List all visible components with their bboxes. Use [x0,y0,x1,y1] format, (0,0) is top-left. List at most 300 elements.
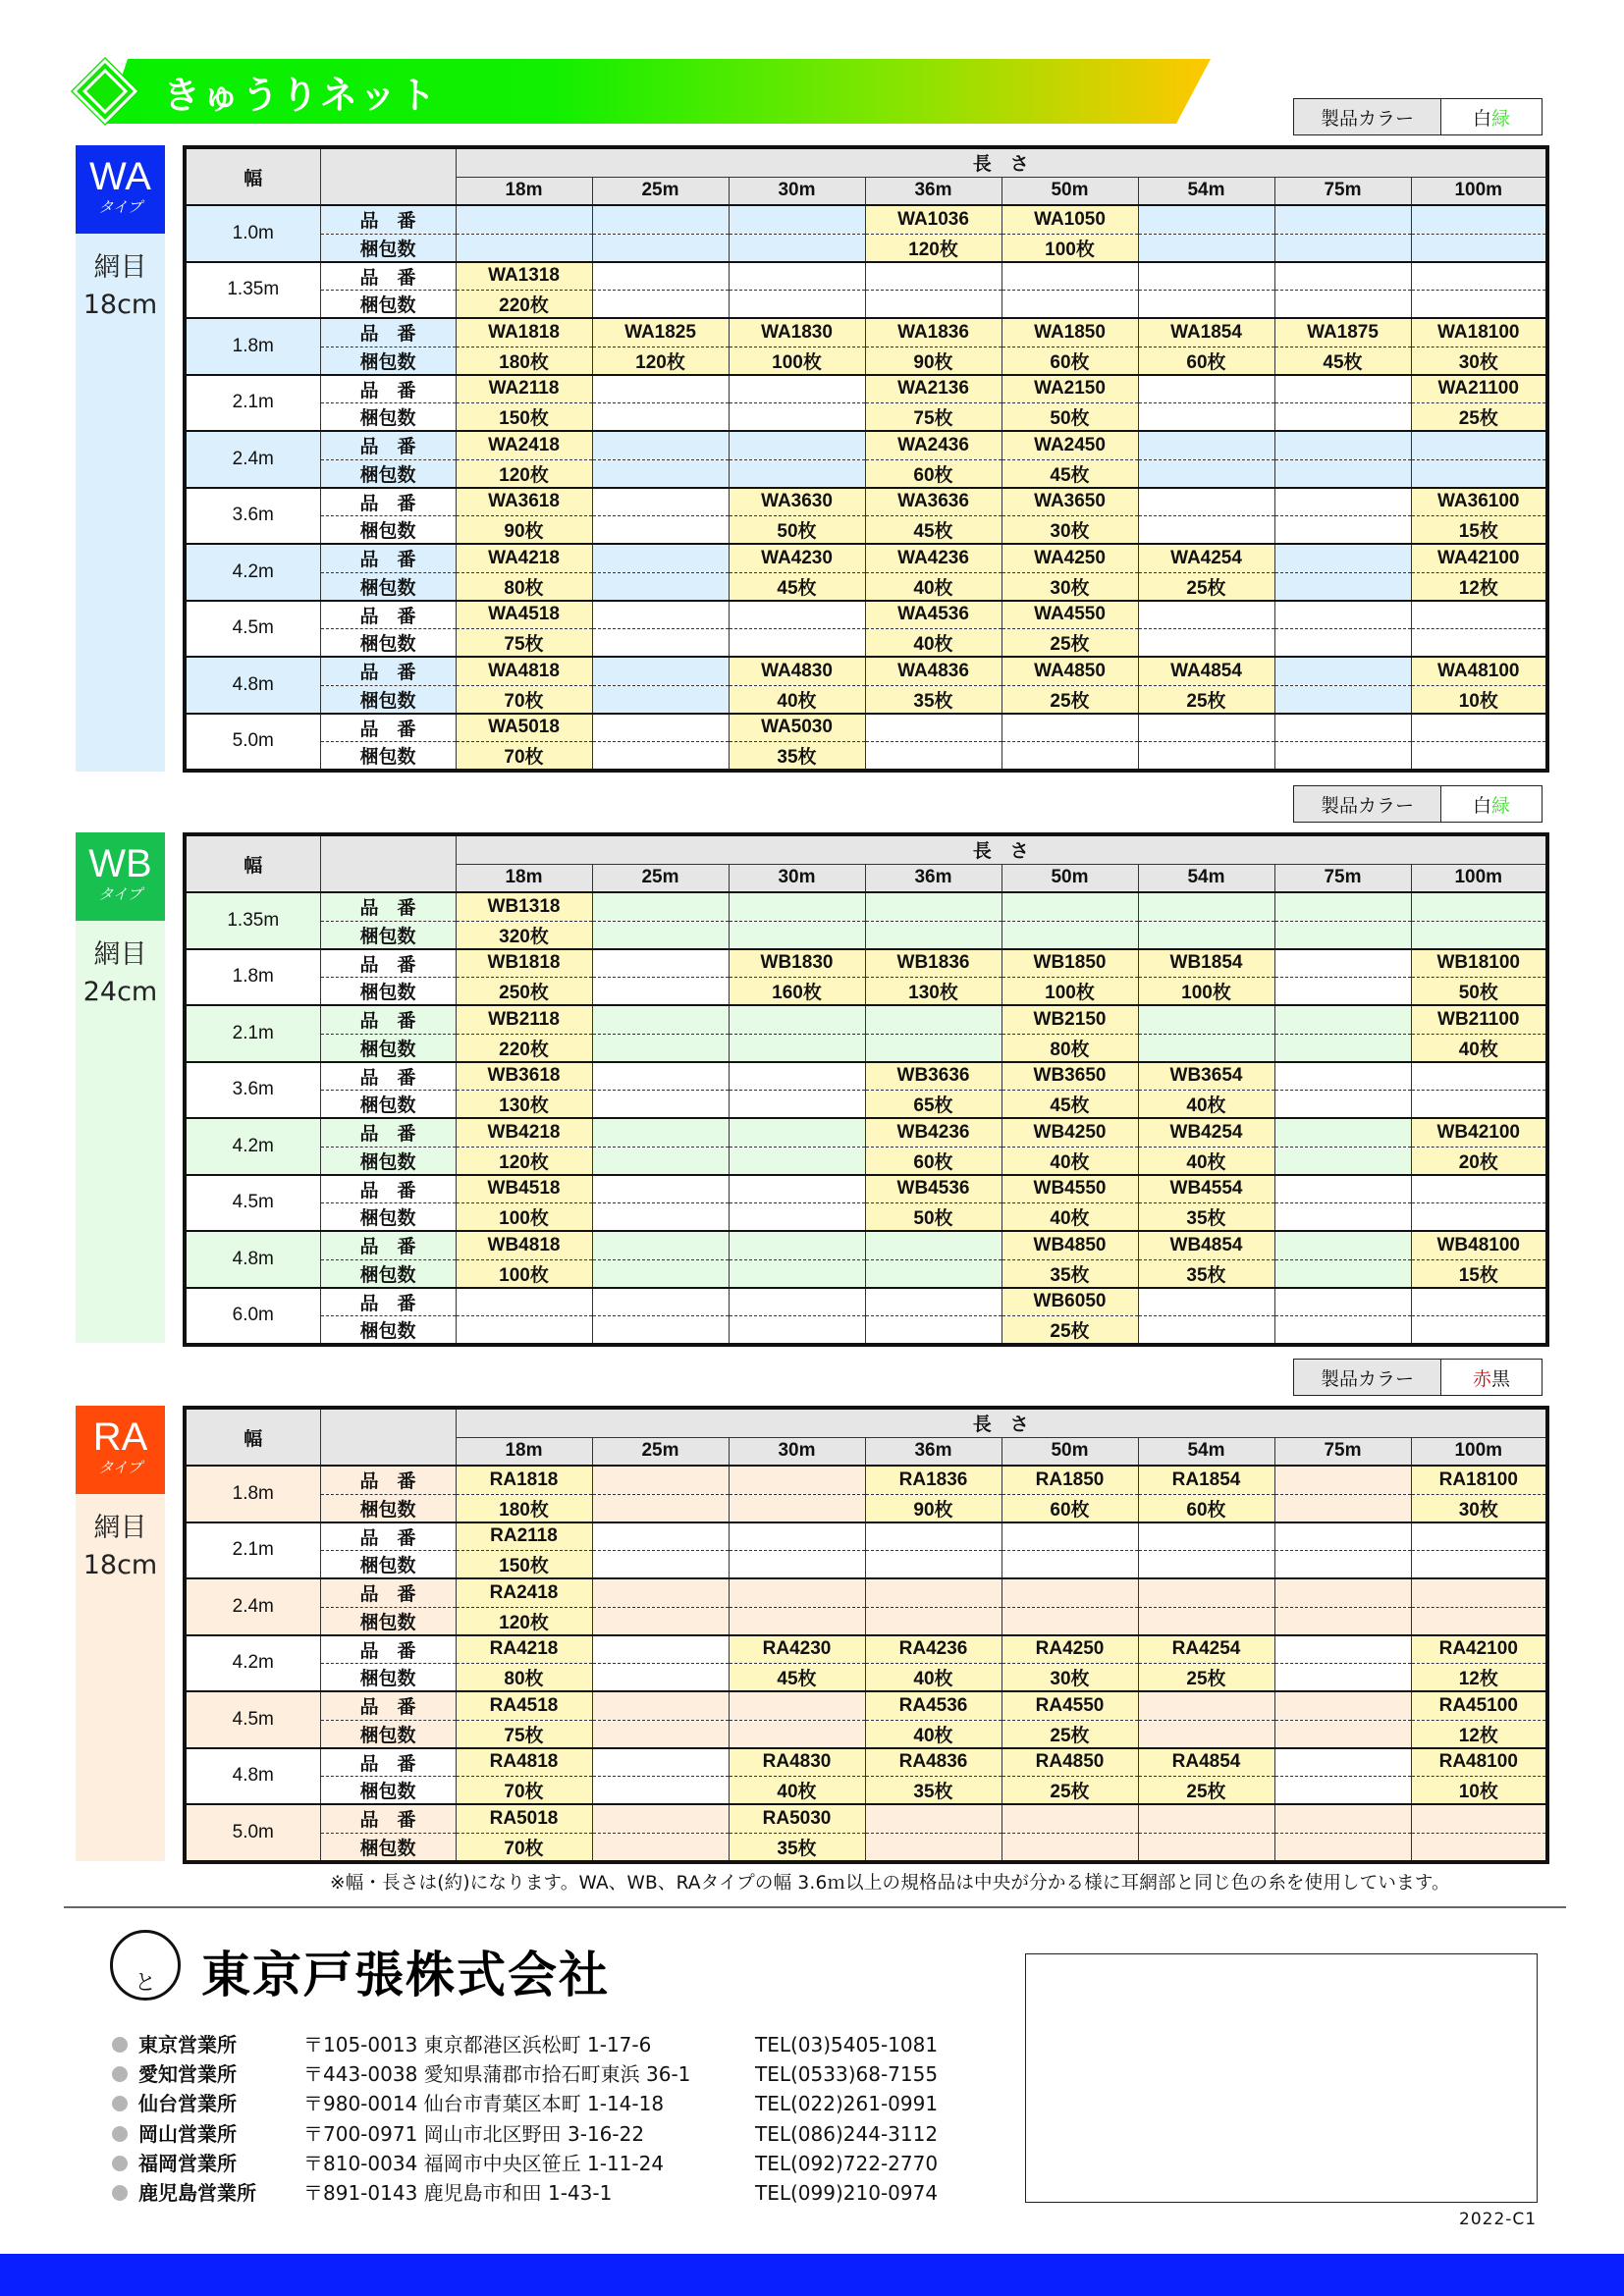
pack-quantity-cell: 45枚 [865,516,1001,545]
part-number-cell: WA4550 [1001,601,1138,629]
pack-quantity-cell [1274,742,1411,772]
pack-quantity-cell: 45枚 [1001,459,1138,488]
part-number-cell: WA4854 [1138,657,1274,685]
part-no-label: 品 番 [320,892,456,921]
part-number-cell [1411,1288,1547,1316]
pack-qty-label: 梱包数 [320,291,456,319]
part-number-cell [865,1522,1001,1551]
pack-qty-label: 梱包数 [320,1833,456,1862]
part-number-cell: WB4818 [456,1231,592,1259]
part-number-cell [729,601,865,629]
pack-quantity-cell [729,234,865,262]
part-number-cell [1274,1118,1411,1147]
part-number-cell [1411,601,1547,629]
table-row-part-no [185,1118,1547,1147]
pack-qty-label: 梱包数 [320,1091,456,1119]
part-number-cell: WA2418 [456,431,592,459]
part-number-cell: RA5030 [729,1804,865,1833]
part-number-cell: WA2450 [1001,431,1138,459]
pack-quantity-cell: 60枚 [865,1147,1001,1175]
type-label: タイプ [98,1459,142,1476]
pack-quantity-cell [1001,291,1138,319]
pack-quantity-cell [1274,572,1411,601]
width-cell: 6.0m [185,1288,320,1346]
part-number-cell: WA1850 [1001,318,1138,347]
pack-quantity-cell [865,1316,1001,1346]
pack-quantity-cell [1001,921,1138,949]
table-row-part-no [185,657,1547,685]
part-number-cell [865,892,1001,921]
part-number-cell: WA4830 [729,657,865,685]
office-address: 〒810-0034 福岡市中央区笹丘 1-11-24 [303,2151,665,2175]
pack-quantity-cell: 45枚 [1001,1091,1138,1119]
dealer-stamp-box [1025,1953,1538,2203]
length-column-header: 36m [865,177,1001,205]
pack-qty-label: 梱包数 [320,629,456,658]
mesh-label: 網目 [93,1513,147,1543]
color-name-secondary: 緑 [1491,107,1511,130]
pack-quantity-cell [1411,1203,1547,1232]
pack-quantity-cell: 30枚 [1411,1494,1547,1522]
part-number-cell: WA4536 [865,601,1001,629]
pack-qty-label: 梱包数 [320,1494,456,1522]
bullet-icon [112,2156,128,2171]
pack-quantity-cell [592,459,729,488]
pack-qty-label: 梱包数 [320,234,456,262]
pack-quantity-cell: 90枚 [865,347,1001,375]
table-row-pack-qty [185,1147,1547,1175]
length-column-header: 18m [456,1437,592,1466]
pack-quantity-cell: 120枚 [456,459,592,488]
width-cell: 2.1m [185,1522,320,1579]
product-color-value [1441,99,1542,134]
pack-quantity-cell: 35枚 [865,685,1001,714]
bottom-bar [0,2254,1624,2296]
part-number-cell [729,1691,865,1720]
bullet-icon [112,2185,128,2201]
part-number-cell [592,1804,729,1833]
part-number-cell [456,205,592,234]
pack-quantity-cell: 100枚 [1001,978,1138,1006]
mesh-info [76,1494,165,1584]
pack-qty-label: 梱包数 [320,459,456,488]
pack-quantity-cell [1138,742,1274,772]
pack-quantity-cell [592,1147,729,1175]
table-row-pack-qty [185,1607,1547,1635]
table-row-pack-qty [185,1034,1547,1062]
part-number-cell: WA4236 [865,544,1001,572]
pack-quantity-cell [865,1833,1001,1862]
pack-quantity-cell [729,1091,865,1119]
part-number-cell [1274,1175,1411,1203]
table-row-part-no [185,488,1547,516]
pack-quantity-cell: 25枚 [1138,685,1274,714]
part-number-cell [592,1578,729,1607]
pack-quantity-cell [1274,291,1411,319]
part-no-label: 品 番 [320,1288,456,1316]
part-number-cell [729,375,865,403]
pack-quantity-cell [592,516,729,545]
width-cell: 1.0m [185,205,320,262]
table-row-part-no [185,1288,1547,1316]
pack-quantity-cell: 45枚 [729,1664,865,1692]
pack-quantity-cell: 120枚 [456,1607,592,1635]
pack-quantity-cell: 130枚 [865,978,1001,1006]
pack-quantity-cell [1411,234,1547,262]
part-number-cell: RA2418 [456,1578,592,1607]
width-cell: 4.2m [185,1118,320,1175]
part-number-cell [1138,205,1274,234]
part-number-cell [592,949,729,978]
pack-quantity-cell: 60枚 [865,459,1001,488]
part-number-cell: WB1850 [1001,949,1138,978]
pack-quantity-cell [1411,629,1547,658]
pack-quantity-cell [1274,516,1411,545]
pack-quantity-cell [865,1034,1001,1062]
part-number-cell [1138,1691,1274,1720]
length-header: 長 さ [456,1408,1547,1437]
part-number-cell [592,1062,729,1091]
pack-quantity-cell: 45枚 [1274,347,1411,375]
pack-quantity-cell: 10枚 [1411,1777,1547,1805]
width-cell: 1.8m [185,318,320,375]
table-row-pack-qty [185,234,1547,262]
width-cell: 4.8m [185,1231,320,1288]
pack-quantity-cell: 35枚 [1138,1203,1274,1232]
pack-quantity-cell: 30枚 [1001,572,1138,601]
part-number-cell: WB42100 [1411,1118,1547,1147]
pack-quantity-cell: 30枚 [1411,347,1547,375]
part-number-cell [729,1062,865,1091]
pack-qty-label: 梱包数 [320,1316,456,1346]
width-cell: 1.8m [185,1466,320,1522]
part-number-cell [1138,1578,1274,1607]
part-number-cell: WA3636 [865,488,1001,516]
width-cell: 1.8m [185,949,320,1006]
part-number-cell [1411,892,1547,921]
part-number-cell: WB4254 [1138,1118,1274,1147]
part-number-cell: WB2150 [1001,1005,1138,1034]
pack-quantity-cell: 80枚 [456,1664,592,1692]
part-number-cell: WA36100 [1411,488,1547,516]
table-row-part-no [185,544,1547,572]
pack-quantity-cell: 50枚 [1001,403,1138,432]
pack-quantity-cell [592,1091,729,1119]
pack-quantity-cell [1274,1551,1411,1579]
header-row [185,147,1547,177]
width-cell: 1.35m [185,892,320,949]
part-number-cell [592,1522,729,1551]
pack-quantity-cell [1411,459,1547,488]
office-tel: TEL(0533)68-7155 [755,2062,939,2087]
pack-qty-label: 梱包数 [320,1720,456,1748]
office-row [112,2030,991,2059]
part-number-cell: WA48100 [1411,657,1547,685]
length-column-header: 25m [592,177,729,205]
type-side-panel-wb [76,832,165,1343]
mesh-info [76,921,165,1011]
pack-quantity-cell: 40枚 [729,1777,865,1805]
part-number-cell: WA42100 [1411,544,1547,572]
part-no-label: 品 番 [320,375,456,403]
pack-quantity-cell: 180枚 [456,1494,592,1522]
length-column-header: 36m [865,1437,1001,1466]
office-name: 仙台営業所 [138,2092,237,2116]
width-cell: 4.8m [185,1748,320,1805]
part-number-cell [592,262,729,291]
part-number-cell [865,1804,1001,1833]
pack-quantity-cell [1274,978,1411,1006]
part-number-cell: RA1850 [1001,1466,1138,1494]
pack-quantity-cell [1411,291,1547,319]
table-row-part-no [185,1578,1547,1607]
pack-quantity-cell [592,1203,729,1232]
table-row-part-no [185,1748,1547,1777]
pack-quantity-cell: 60枚 [1001,347,1138,375]
table-row-part-no [185,949,1547,978]
part-number-cell: WB4250 [1001,1118,1138,1147]
header-row [185,1408,1547,1437]
pack-quantity-cell: 35枚 [1001,1259,1138,1288]
pack-quantity-cell: 250枚 [456,978,592,1006]
part-number-cell: WB4854 [1138,1231,1274,1259]
pack-quantity-cell [1274,459,1411,488]
part-number-cell [1001,1522,1138,1551]
pack-quantity-cell: 40枚 [865,1664,1001,1692]
pack-quantity-cell [1274,1494,1411,1522]
pack-quantity-cell [592,1720,729,1748]
part-number-cell [1411,1578,1547,1607]
pack-quantity-cell: 160枚 [729,978,865,1006]
spec-table-wb [183,832,1549,1347]
pack-quantity-cell: 35枚 [1138,1259,1274,1288]
table-row-pack-qty [185,742,1547,772]
part-number-cell [1138,1522,1274,1551]
pack-quantity-cell [1138,1607,1274,1635]
part-number-cell [1274,949,1411,978]
pack-quantity-cell: 65枚 [865,1091,1001,1119]
part-number-cell: WB1836 [865,949,1001,978]
pack-qty-label: 梱包数 [320,1203,456,1232]
pack-qty-label: 梱包数 [320,1034,456,1062]
part-number-cell: WA1830 [729,318,865,347]
part-number-cell [1274,1522,1411,1551]
pack-quantity-cell: 320枚 [456,921,592,949]
width-cell: 3.6m [185,1062,320,1119]
part-number-cell [865,1231,1001,1259]
part-number-cell [1138,1804,1274,1833]
part-number-cell: RA1818 [456,1466,592,1494]
table-row-pack-qty [185,1833,1547,1862]
pack-quantity-cell: 150枚 [456,1551,592,1579]
part-number-cell [592,1466,729,1494]
part-number-cell: WA4250 [1001,544,1138,572]
part-number-cell [729,205,865,234]
table-row-part-no [185,892,1547,921]
pack-quantity-cell [592,742,729,772]
width-cell: 4.2m [185,544,320,601]
pack-quantity-cell [729,459,865,488]
office-tel: TEL(099)210-0974 [755,2180,939,2205]
pack-quantity-cell [1274,1316,1411,1346]
pack-quantity-cell [1274,1091,1411,1119]
part-number-cell [1138,714,1274,742]
office-name: 福岡営業所 [138,2151,237,2175]
pack-quantity-cell: 60枚 [1001,1494,1138,1522]
pack-quantity-cell: 30枚 [1001,516,1138,545]
length-column-header: 75m [1274,177,1411,205]
part-no-label: 品 番 [320,949,456,978]
part-number-cell [1274,1691,1411,1720]
part-number-cell: RA1854 [1138,1466,1274,1494]
pack-qty-label: 梱包数 [320,978,456,1006]
part-number-cell [1138,431,1274,459]
pack-qty-label: 梱包数 [320,742,456,772]
logo-char: と [135,1971,157,1996]
part-number-cell: WB1830 [729,949,865,978]
pack-quantity-cell: 130枚 [456,1091,592,1119]
part-number-cell: RA4218 [456,1635,592,1664]
table-row-pack-qty [185,1551,1547,1579]
office-tel: TEL(03)5405-1081 [755,2033,939,2056]
part-number-cell [1411,1522,1547,1551]
table-row-pack-qty [185,1664,1547,1692]
part-number-cell [592,1231,729,1259]
length-column-header: 50m [1001,177,1138,205]
part-number-cell [865,262,1001,291]
part-number-cell [865,1578,1001,1607]
part-number-cell: WB1318 [456,892,592,921]
length-column-header: 18m [456,177,592,205]
type-code: WA [89,155,151,198]
office-name: 東京営業所 [138,2033,237,2056]
pack-quantity-cell [1411,742,1547,772]
pack-quantity-cell: 25枚 [1001,685,1138,714]
mesh-size: 18cm [82,290,158,320]
pack-quantity-cell [1138,403,1274,432]
length-column-header: 25m [592,864,729,892]
part-number-cell [729,1578,865,1607]
part-number-cell [729,1288,865,1316]
part-number-cell: WA3618 [456,488,592,516]
pack-qty-label: 梱包数 [320,1664,456,1692]
pack-quantity-cell: 40枚 [1001,1203,1138,1232]
table-row-pack-qty [185,1777,1547,1805]
product-color-box [1293,785,1543,823]
part-number-cell [592,431,729,459]
pack-quantity-cell [1001,742,1138,772]
part-number-cell [729,1231,865,1259]
part-number-cell [1138,601,1274,629]
pack-quantity-cell: 25枚 [1138,572,1274,601]
pack-qty-label: 梱包数 [320,347,456,375]
document-code: 2022-C1 [1459,2210,1538,2229]
part-number-cell [592,892,729,921]
pack-qty-label: 梱包数 [320,921,456,949]
pack-quantity-cell [456,234,592,262]
part-number-cell: RA1836 [865,1466,1001,1494]
length-column-header: 100m [1411,1437,1547,1466]
part-number-cell: WB4850 [1001,1231,1138,1259]
part-number-cell: WB3636 [865,1062,1001,1091]
part-number-cell: WA5018 [456,714,592,742]
mesh-size: 24cm [82,977,158,1007]
pack-quantity-cell [592,1833,729,1862]
pack-quantity-cell [865,291,1001,319]
part-number-cell: RA4250 [1001,1635,1138,1664]
pack-quantity-cell: 15枚 [1411,516,1547,545]
pack-quantity-cell [865,921,1001,949]
table-row-pack-qty [185,1203,1547,1232]
part-number-cell: WA1836 [865,318,1001,347]
pack-quantity-cell [729,1494,865,1522]
pack-qty-label: 梱包数 [320,1259,456,1288]
table-row-pack-qty [185,1494,1547,1522]
table-row-pack-qty [185,978,1547,1006]
part-number-cell [865,714,1001,742]
product-color-label: 製品カラー [1294,786,1441,822]
pack-quantity-cell [592,629,729,658]
part-number-cell [592,714,729,742]
office-name: 岡山営業所 [138,2121,237,2146]
part-number-cell: WA1036 [865,205,1001,234]
pack-quantity-cell: 220枚 [456,1034,592,1062]
width-cell: 1.35m [185,262,320,319]
pack-quantity-cell: 80枚 [456,572,592,601]
part-number-cell [1001,714,1138,742]
pack-quantity-cell: 180枚 [456,347,592,375]
part-number-cell: RA4518 [456,1691,592,1720]
pack-quantity-cell: 40枚 [1411,1034,1547,1062]
pack-quantity-cell: 120枚 [456,1147,592,1175]
pack-quantity-cell [592,1259,729,1288]
part-number-cell [1138,488,1274,516]
type-code: WB [88,842,152,885]
table-row-pack-qty [185,921,1547,949]
length-column-header: 100m [1411,177,1547,205]
pack-quantity-cell: 90枚 [865,1494,1001,1522]
page-title: きゅうりネット [163,74,439,117]
pack-quantity-cell: 100枚 [456,1259,592,1288]
pack-quantity-cell [729,1259,865,1288]
pack-quantity-cell: 50枚 [729,516,865,545]
pack-quantity-cell [592,572,729,601]
part-number-cell: WB3618 [456,1062,592,1091]
part-number-cell: WA1825 [592,318,729,347]
part-number-cell: RA4236 [865,1635,1001,1664]
part-number-cell [1274,1062,1411,1091]
width-cell: 3.6m [185,488,320,545]
part-number-cell [592,205,729,234]
pack-quantity-cell [1411,921,1547,949]
part-number-cell: RA4854 [1138,1748,1274,1777]
width-header: 幅 [185,147,320,205]
length-column-header: 50m [1001,1437,1138,1466]
part-number-cell [729,1466,865,1494]
office-tel: TEL(092)722-2770 [755,2151,939,2175]
part-no-label: 品 番 [320,1005,456,1034]
part-number-cell [592,375,729,403]
part-number-cell [1138,1005,1274,1034]
spec-table-ra [183,1406,1549,1864]
part-number-cell: RA18100 [1411,1466,1547,1494]
table-row-pack-qty [185,1720,1547,1748]
table-row-part-no [185,262,1547,291]
pack-quantity-cell [729,291,865,319]
pack-quantity-cell: 35枚 [729,1833,865,1862]
pack-quantity-cell [1411,1607,1547,1635]
part-number-cell [865,1005,1001,1034]
